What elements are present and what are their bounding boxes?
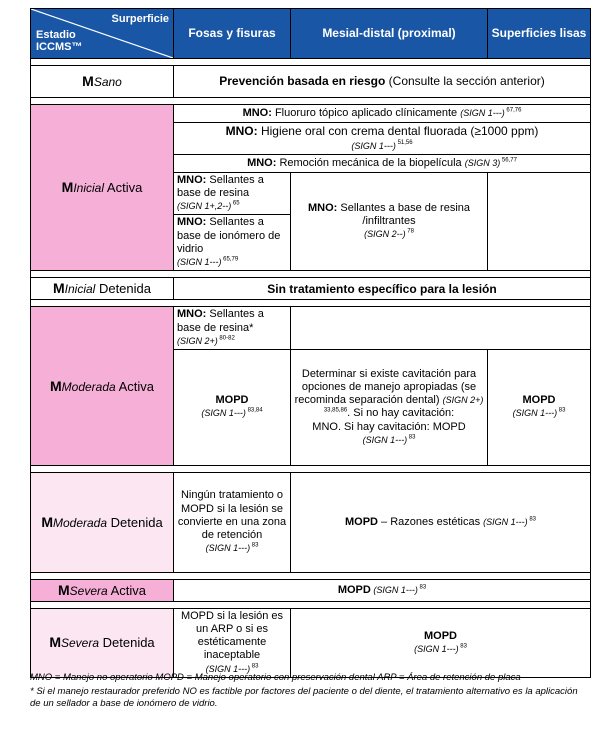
moderada-activa-fosas-resina: MNO: Sellantes a base de resina* (SIGN 2+) $^{80-82}$: [174, 307, 291, 350]
inicial-activa-remocion: MNO: Remoción mecánica de la biopelícula (SIGN 3) $^{56,77}$: [174, 154, 591, 172]
inicial-activa-fosas-resina: MNO: Sellantes a base de resina (SIGN 1+,2--) $^{65}$: [174, 172, 291, 215]
footnotes: [30, 672, 590, 712]
row-severa-detenida: [31, 608, 591, 677]
severa-activa-text: MOPD (SIGN 1---) $^{83}$: [174, 579, 591, 601]
stage-inicial-detenida: MInicial Detenida: [31, 278, 174, 300]
footnote-abbreviations: MNO = Manejo no operatorio MOPD = Manejo operatorio con preservación dental ARP = Área de retención de placa: [30, 672, 521, 683]
header-estadio-cell: [31, 9, 174, 59]
spacer-row: [31, 271, 591, 278]
severa-detenida-rest: MOPD (SIGN 1---) $^{83}$: [291, 608, 591, 677]
header-fosas: Fosas y fisuras: [174, 9, 291, 59]
row-sano: [31, 66, 591, 98]
moderada-activa-mesial: Determinar si existe cavitación para opciones de manejo apropiadas (se recominda separación dental) (SIGN 2+) $^{33,85,86}$. Si no hay cavitación: MNO. Si hay cavitación: MOPD (SIGN 1---) $^{83}$: [291, 349, 488, 465]
spacer-row: [31, 98, 591, 105]
header-estadio: Estadio ICCMS™: [36, 28, 83, 54]
moderada-detenida-fosas: Ningún tratamiento o MOPD si la lesión se convierte en una zona de retención (SIGN 1---) $^{83}$: [174, 472, 291, 572]
stage-moderada-detenida: MModerada Detenida: [31, 472, 174, 572]
severa-detenida-fosas: MOPD si la lesión es un ARP o si es estéticamente inaceptable (SIGN 1---) $^{83}$: [174, 608, 291, 677]
sano-text: Prevención basada en riesgo (Consulte la sección anterior): [174, 66, 591, 98]
row-inicial-activa: [31, 105, 591, 123]
inicial-activa-fosas-ionomero: MNO: Sellantes a base de ionómero de vidrio (SIGN 1---) $^{65,79}$: [174, 215, 291, 271]
moderada-activa-top-empty: [291, 307, 591, 350]
spacer-row: [31, 601, 591, 608]
iccms-table: [30, 8, 591, 678]
inicial-activa-higiene: MNO: Higiene oral con crema dental fluorada (≥1000 ppm) (SIGN 1---) $^{51,56}$: [174, 123, 591, 155]
stage-moderada-activa: MModerada Activa: [31, 307, 174, 466]
stage-inicial-activa: MInicial Activa: [31, 105, 174, 271]
header-row: [31, 9, 591, 59]
moderada-detenida-rest: MOPD – Razones estéticas (SIGN 1---) $^{83}$: [291, 472, 591, 572]
header-superficie: Surperficie: [111, 13, 169, 25]
header-mesial: Mesial-distal (proximal): [291, 9, 488, 59]
spacer-row: [31, 465, 591, 472]
stage-severa-detenida: MSevera Detenida: [31, 608, 174, 677]
inicial-activa-fluoruro: MNO: Fluoruro tópico aplicado clínicamente (SIGN 1---) $^{67,76}$: [174, 105, 591, 123]
spacer-row: [31, 59, 591, 66]
row-severa-activa: [31, 579, 591, 601]
footnote-asterisk: * Si el manejo restaurador preferido NO es factible por factores del paciente o del diente, el tratamiento alternativo es la aplicación de un sellador a base de ionómero de vidrio.: [30, 685, 578, 709]
moderada-activa-lisas: MOPD (SIGN 1---) $^{83}$: [488, 349, 591, 465]
moderada-activa-fosas-mopd: MOPD (SIGN 1---) $^{83,84}$: [174, 349, 291, 465]
header-lisas: Superficies lisas: [488, 9, 591, 59]
spacer-row: [31, 572, 591, 579]
row-inicial-detenida: [31, 278, 591, 300]
row-moderada-detenida: [31, 472, 591, 572]
spacer-row: [31, 300, 591, 307]
stage-sano: MSano: [31, 66, 174, 98]
inicial-activa-lisas-empty: [488, 172, 591, 271]
stage-severa-activa: MSevera Activa: [31, 579, 174, 601]
inicial-detenida-text: Sin tratamiento específico para la lesión: [174, 278, 591, 300]
row-moderada-activa: [31, 307, 591, 350]
inicial-activa-mesial: MNO: Sellantes a base de resina /infiltrantes (SIGN 2--) $^{78}$: [291, 172, 488, 271]
